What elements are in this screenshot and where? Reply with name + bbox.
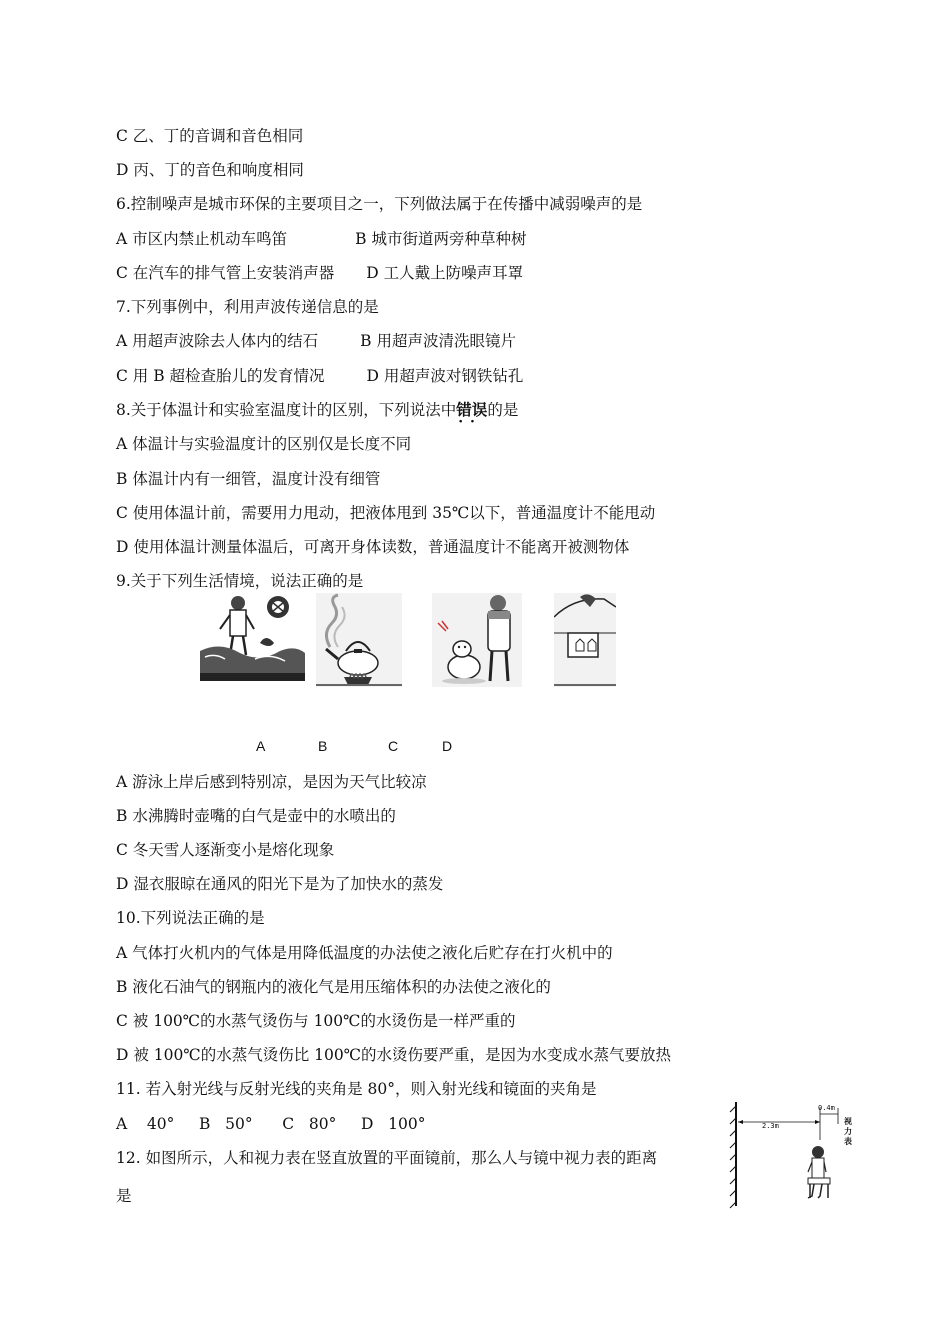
q10-option-d: D 被 100℃的水蒸气烫伤比 100℃的水烫伤要严重，是因为水变成水蒸气要放热 (116, 1046, 672, 1064)
q9-option-d: D 湿衣服晾在通风的阳光下是为了加快水的蒸发 (116, 875, 444, 893)
q10-option-b: B 液化石油气的钢瓶内的液化气是用压缩体积的办法使之液化的 (116, 978, 551, 996)
q9-caption-c: C (388, 738, 399, 754)
swimmer-illustration (200, 593, 305, 687)
q7-option-a: A 用超声波除去人体内的结石 (116, 332, 319, 350)
q8-option-a: A 体温计与实验温度计的区别仅是长度不同 (116, 435, 412, 453)
q9-option-b: B 水沸腾时壶嘴的白气是壶中的水喷出的 (116, 807, 396, 825)
kettle-illustration (316, 593, 402, 687)
mirror-diagram-lines (728, 1100, 860, 1210)
q6-options-ab (116, 229, 526, 249)
q12-stem-line1: 12. 如图所示，人和视力表在竖直放置的平面镜前，那么人与镜中视力表的距离 (116, 1149, 658, 1167)
mirror-diagram (728, 1100, 860, 1210)
q9-caption-d: D (442, 738, 453, 754)
q7-stem: 7.下列事例中，利用声波传递信息的是 (116, 298, 379, 316)
q7-option-d: D 用超声波对钢铁钻孔 (366, 367, 524, 385)
q8-option-c: C 使用体温计前，需要用力甩动，把液体甩到 35℃以下，普通温度计不能甩动 (116, 504, 656, 522)
q9-option-a: A 游泳上岸后感到特别凉，是因为天气比较凉 (116, 773, 427, 791)
distance-label-mirror: 2.3m (762, 1122, 779, 1130)
q6-option-b: B 城市街道两旁种草种树 (355, 230, 527, 248)
q5-option-c: C 乙、丁的音调和音色相同 (116, 127, 304, 145)
q9-caption-b: B (318, 738, 328, 754)
q8-stem-emphasis: 错误 · · (456, 400, 487, 419)
q7-options-cd (116, 366, 523, 386)
q12-stem-line2: 是 (116, 1187, 132, 1205)
q9-caption-a: A (256, 738, 266, 754)
q10-option-a: A 气体打火机内的气体是用降低温度的办法使之液化后贮存在打火机中的 (116, 944, 613, 962)
eye-chart-label: 视力表 (844, 1116, 852, 1146)
q8-stem-pre: 8.关于体温计和实验室温度计的区别，下列说法中 (116, 401, 457, 419)
q7-options-ab (116, 331, 516, 351)
q6-option-c: C 在汽车的排气管上安装消声器 (116, 264, 335, 282)
distance-label-chart: 0.4m (818, 1104, 835, 1112)
q7-option-b: B 用超声波清洗眼镜片 (360, 332, 516, 350)
q6-stem: 6.控制噪声是城市环保的主要项目之一，下列做法属于在传播中减弱噪声的是 (116, 195, 643, 213)
q11-stem: 11. 若入射光线与反射光线的夹角是 80°，则入射光线和镜面的夹角是 (116, 1080, 597, 1098)
q9-option-c: C 冬天雪人逐渐变小是熔化现象 (116, 841, 335, 859)
q10-option-c: C 被 100℃的水蒸气烫伤与 100℃的水烫伤是一样严重的 (116, 1012, 516, 1030)
q8-stem (116, 400, 518, 420)
q8-option-d: D 使用体温计测量体温后，可离开身体读数，普通温度计不能离开被测物体 (116, 538, 630, 556)
q9-stem: 9.关于下列生活情境，说法正确的是 (116, 572, 364, 590)
q6-option-d: D 工人戴上防噪声耳罩 (366, 264, 524, 282)
q10-stem: 10.下列说法正确的是 (116, 909, 265, 927)
q6-options-cd (116, 263, 523, 283)
q11-options: A 40° B 50° C 80° D 100° (116, 1115, 426, 1133)
q5-option-d: D 丙、丁的音色和响度相同 (116, 161, 304, 179)
q8-option-b: B 体温计内有一细管，温度计没有细管 (116, 470, 381, 488)
q6-option-a: A 市区内禁止机动车鸣笛 (116, 230, 288, 248)
q7-option-c: C 用 B 超检查胎儿的发育情况 (116, 367, 325, 385)
snowman-illustration (432, 593, 522, 687)
q8-stem-post: 的是 (487, 401, 519, 419)
drying-clothes-illustration (554, 593, 616, 687)
